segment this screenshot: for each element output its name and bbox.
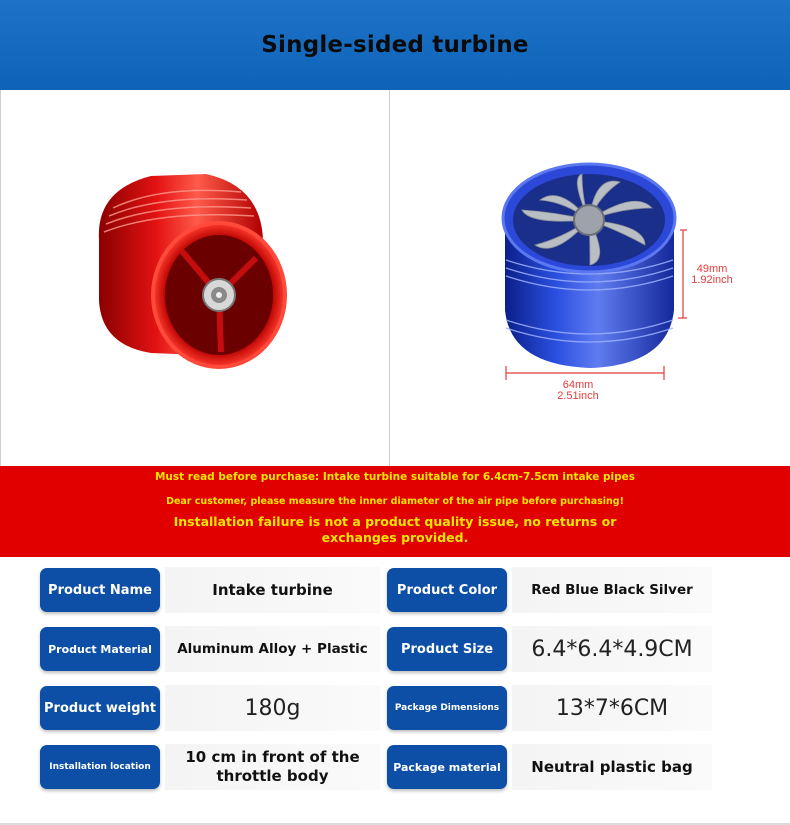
spec-table (0, 557, 790, 825)
spec-value-product-size: 6.4*6.4*4.9CM (512, 626, 712, 672)
spec-label-package-material: Package material (387, 745, 507, 789)
purchase-notice (0, 466, 790, 557)
height-dimension-inch: 1.92inch (691, 274, 733, 286)
width-dimension-inch: 2.51inch (557, 390, 599, 402)
spec-label-product-size: Product Size (387, 627, 507, 671)
notice-line-3: Installation failure is not a product quality issue, no returns or exchanges provided. (173, 514, 617, 545)
notice-line-2: Dear customer, please measure the inner diameter of the air pipe before purchasing! (166, 496, 624, 507)
spec-label-package-dimensions: Package Dimensions (387, 686, 507, 730)
spec-value-product-material: Aluminum Alloy + Plastic (165, 626, 380, 672)
spec-row (0, 567, 790, 613)
page-title: Single-sided turbine (261, 32, 529, 58)
spec-value-product-weight: 180g (165, 685, 380, 731)
height-dimension-mm: 49mm (696, 263, 728, 275)
spec-label-installation-location: Installation location (40, 745, 160, 789)
photo-red-turbine (0, 90, 388, 467)
product-photos (0, 90, 790, 467)
photo-blue-turbine (389, 90, 790, 467)
spec-row (0, 744, 790, 790)
spec-value-package-material: Neutral plastic bag (512, 744, 712, 790)
header-banner (0, 0, 790, 90)
spec-row (0, 685, 790, 731)
spec-value-product-name: Intake turbine (165, 567, 380, 613)
width-dimension-mm: 64mm (562, 379, 594, 391)
spec-label-product-material: Product Material (40, 627, 160, 671)
spec-label-product-color: Product Color (387, 568, 507, 612)
spec-label-product-name: Product Name (40, 568, 160, 612)
spec-row (0, 626, 790, 672)
spec-label-product-weight: Product weight (40, 686, 160, 730)
spec-value-package-dimensions: 13*7*6CM (512, 685, 712, 731)
spec-value-product-color: Red Blue Black Silver (512, 567, 712, 613)
notice-line-1: Must read before purchase: Intake turbine suitable for 6.4cm-7.5cm intake pipes (154, 471, 636, 483)
blue-turbine-icon (390, 90, 790, 467)
red-turbine-icon (1, 90, 389, 467)
spec-value-installation-location: 10 cm in front of the throttle body (165, 744, 380, 790)
